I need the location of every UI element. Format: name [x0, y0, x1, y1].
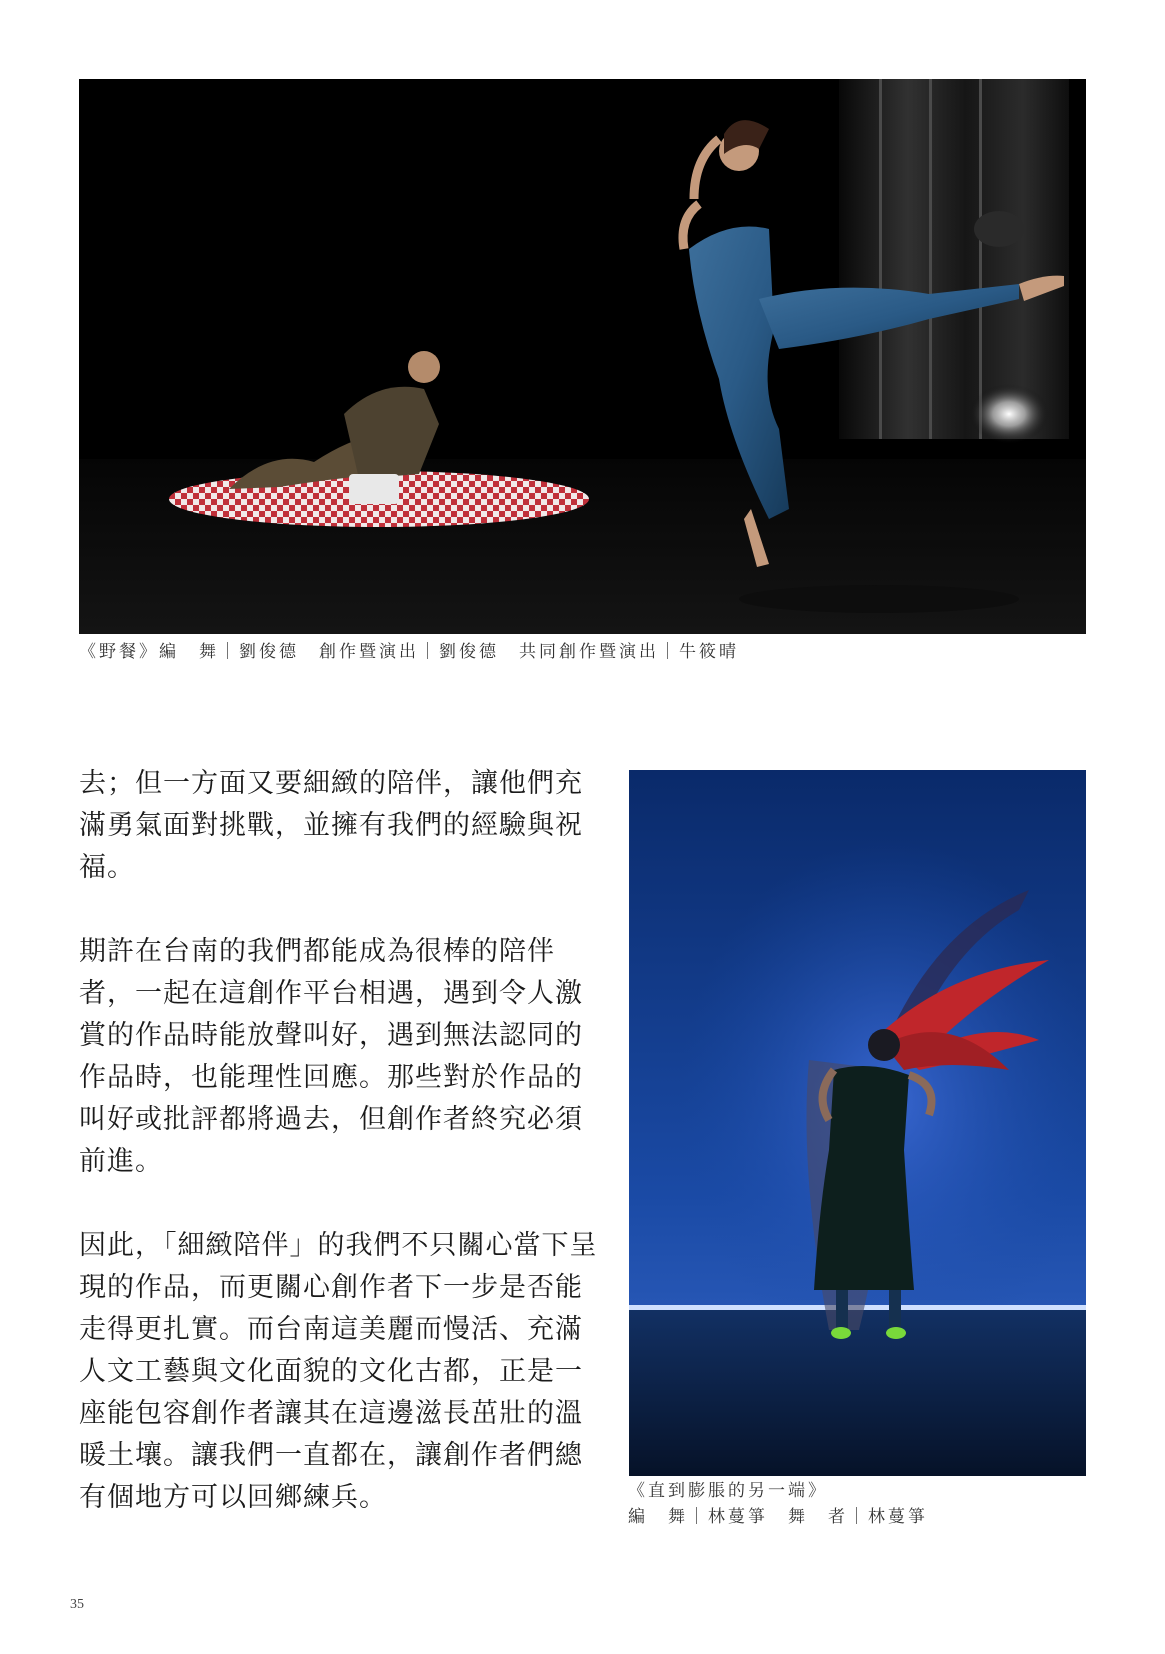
article-body — [79, 763, 609, 1561]
stage-photo-picnic — [79, 79, 1086, 634]
paragraph: 去；但一方面又要細緻的陪伴，讓他們充滿勇氣面對挑戰，並擁有我們的經驗與祝福。 — [79, 768, 583, 883]
paragraph: 期許在台南的我們都能成為很棒的陪伴者，一起在這創作平台相遇，遇到令人激賞的作品時能放聲叫好，遇到無法認同的作品時，也能理性回應。那些對於作品的叫好或批評都將過去，但創作者終究必須前進。 — [79, 936, 583, 1177]
photo-caption-credits: 編 舞｜林蔓箏 舞 者｜林蔓箏 — [628, 1507, 928, 1527]
photo-caption-title: 《直到膨脹的另一端》 — [628, 1481, 828, 1501]
stage-photo-dancer — [629, 770, 1086, 1476]
page-number: 35 — [70, 1597, 84, 1612]
photo-picnic-performance — [79, 79, 1086, 634]
photo-caption-picnic: 《野餐》編 舞｜劉俊德 創作暨演出｜劉俊德 共同創作暨演出｜牛筱晴 — [79, 642, 739, 662]
paragraph: 因此，「細緻陪伴」的我們不只關心當下呈現的作品，而更關心創作者下一步是否能走得更扎實。而台南這美麗而慢活、充滿人文工藝與文化面貌的文化古都，正是一座能包容創作者讓其在這邊滋長茁壯的溫暖土壤。讓我們一直都在，讓創作者們總有個地方可以回鄉練兵。 — [79, 1230, 598, 1513]
photo-until-the-other-end — [629, 770, 1086, 1476]
